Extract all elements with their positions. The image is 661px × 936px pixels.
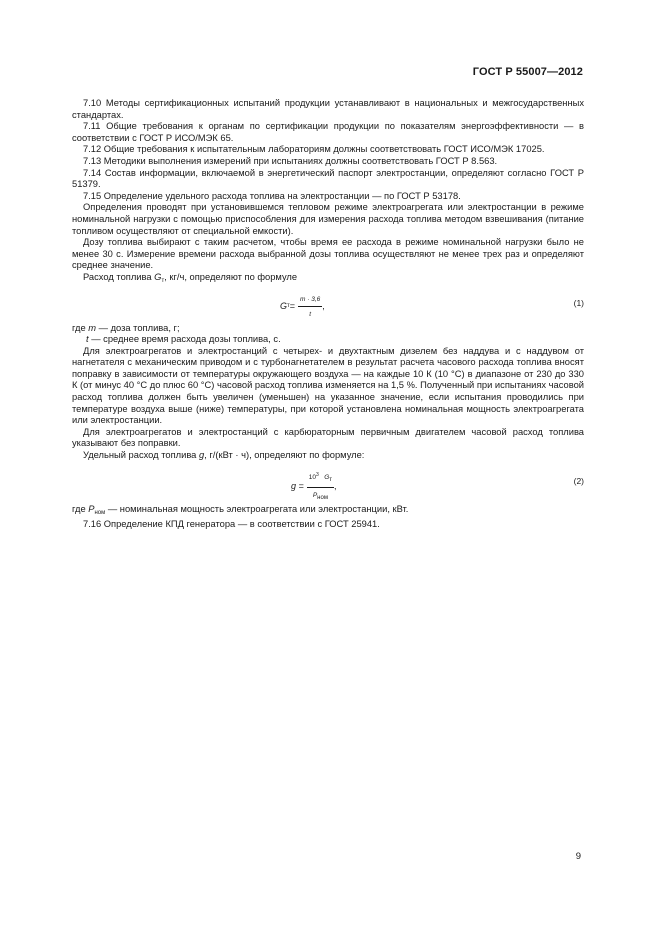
paragraph-7-14: 7.14 Состав информации, включаемой в энергетический паспорт электростанции, определяют согласно ГОСТ Р 51379. [72,167,584,190]
paragraph-7-13: 7.13 Методики выполнения измерений при испытаниях должны соответствовать ГОСТ Р 8.563. [83,155,498,166]
document-body [72,98,584,531]
paragraph-7-16: 7.16 Определение КПД генератора — в соответствии с ГОСТ 25941. [83,519,380,530]
paragraph-7-10: 7.10 Методы сертификационных испытаний продукции устанавливают в национальных и межгосударственных стандартах. [72,98,584,120]
formula-1-expression [280,294,325,321]
formula-1-denominator: t [309,311,312,319]
paragraph-definition-conditions: Определения проводят при установившемся тепловом режиме электроагрегата или электростанции в режиме номинальной нагрузки с помощью приспособления для измерения расхода топлива методом взвешивания (питание топливом осуществляют от специальной емкости). [72,202,584,236]
standard-designation: ГОСТ Р 55007—2012 [472,66,583,78]
formula-1-lhs: G [280,301,288,312]
where-t: t — среднее время расхода дозы топлива, с. [86,334,281,345]
paragraph-specific-rate-intro: Удельный расход топлива g, г/(кВт · ч), определяют по формуле: [83,450,365,461]
formula-2-trail: , [334,481,337,492]
where-p-nom: где $P_{ном}$ — номинальная мощность электроагрегата или электростанции, кВт. [72,503,409,516]
formula-2-number: (2) [573,475,584,486]
formula-1-trail: , [322,301,325,312]
paragraph-7-15: 7.15 Определение удельного расхода топлива на электростанции — по ГОСТ Р 53178. [83,190,461,201]
formula-2 [72,464,584,504]
formula-2-expression [291,470,337,505]
paragraph-fuel-dose: Дозу топлива выбирают с таким расчетом, чтобы время ее расхода в режиме номинальной нагрузки было не менее 30 с. Измерение времени расхода выбранной дозы топлива осуществляют не менее трех раз и определяют среднее значение. [72,237,584,271]
paragraph-7-11: 7.11 Общие требования к органам по сертификации продукции по показателям энергоэффективности — в соответствии с ГОСТ Р ИСО/МЭК 65. [72,121,584,143]
formula-2-lhs: g = [291,481,304,492]
formula-1-numerator: m · 3,6 [298,294,322,308]
paragraph-carburetor: Для электроагрегатов и электростанций с карбюраторным первичным двигателем часовой расход топлива указывают без поправки. [72,426,584,449]
where-m: где m — доза топлива, г; [72,322,180,333]
formula-2-denominator: Pном [312,492,328,502]
formula-2-fraction [307,470,334,505]
formula-2-numerator: $10^3$ Gт [307,470,334,489]
formula-1-number: (1) [573,297,584,308]
paragraph-diesel-correction: Для электроагрегатов и электростанций с четырех- и двухтактным дизелем без наддува и с наддувом от нагнетателя с механическим приводом и с турбонагнетателем в результат расчета часового расхода топлива вносят поправку в зависимости от температуры окружающего воздуха — на каждые 10 К (10 °С) в диапазоне от 230 до 330 К (от минус 40 °С до плюс 60 °С) часовой расход топлива изменяется на 1,5 %. Полученный при испытаниях часовой расход топлива должен быть увеличен (уменьшен) на указанное значение, если испытания проводились при температуре воздуха выше (ниже) температуры, при которой установлена номинальная мощность электроагрегата или электростанции. [72,345,584,426]
formula-1-fraction [298,294,322,321]
formula-1-eq: = [289,301,296,312]
paragraph-7-12: 7.12 Общие требования к испытательным лабораториям должны соответствовать ГОСТ ИСО/МЭК 17025. [83,144,545,155]
page-number: 9 [575,851,581,862]
formula-1 [72,290,584,323]
paragraph-fuel-rate-intro: Расход топлива $G_т$, кг/ч, определяют по формуле [83,271,298,284]
formula-1-lhs-sub: т [287,303,290,310]
